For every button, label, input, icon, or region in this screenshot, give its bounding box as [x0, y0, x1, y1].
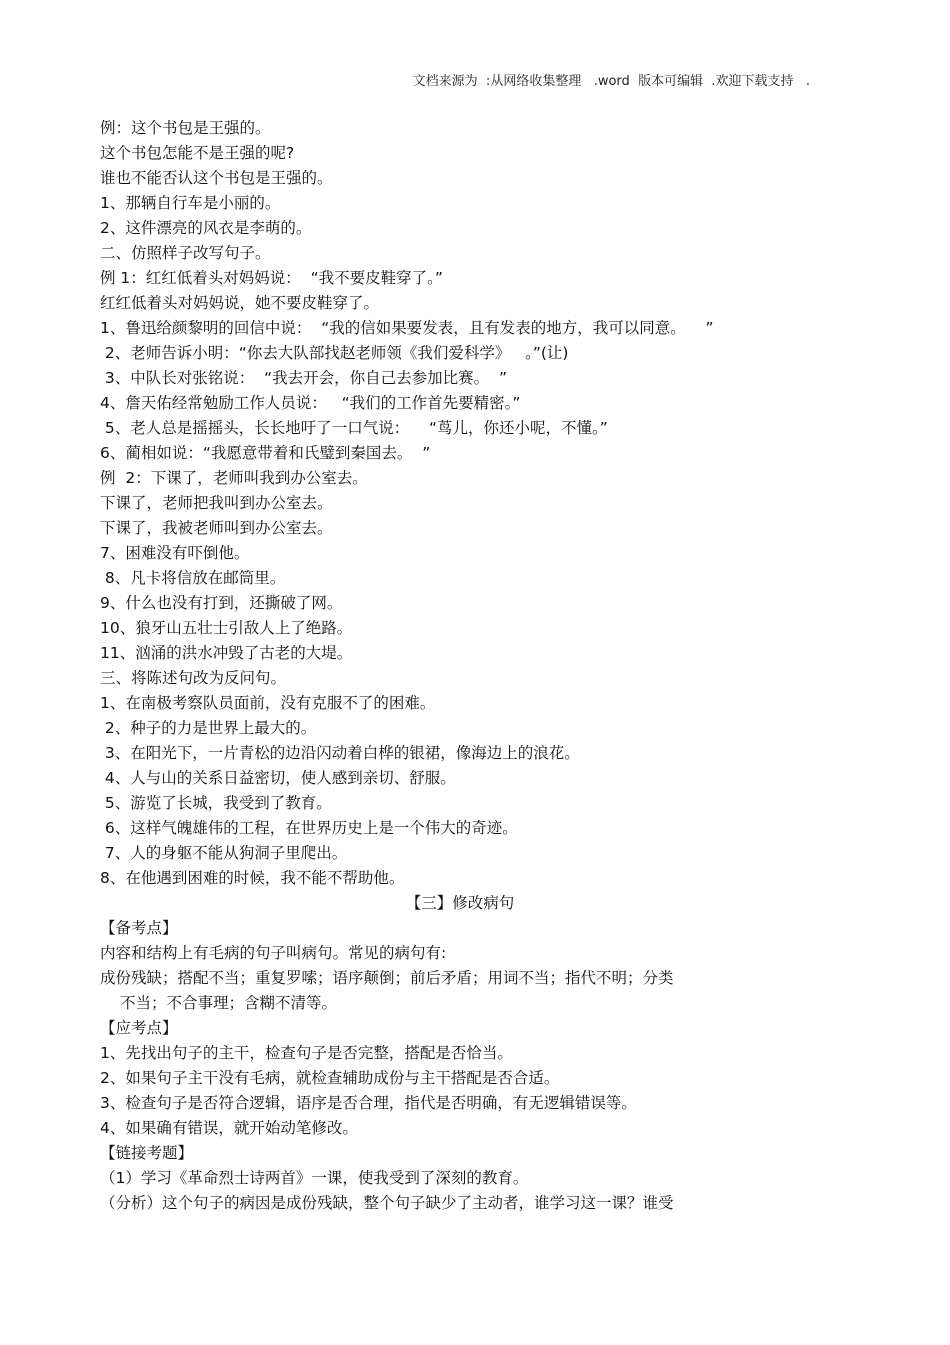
text-line: 10、狼牙山五壮士引敌人上了绝路。 — [100, 619, 353, 637]
text-line: 例 1：红红低着头对妈妈说： “我不要皮鞋穿了。” — [100, 269, 443, 287]
text-line: 9、什么也没有打到，还撕破了网。 — [100, 594, 343, 612]
text-line: 下课了，老师把我叫到办公室去。 — [100, 494, 333, 512]
subsection-heading: 【应考点】 — [100, 1019, 178, 1037]
text-line: 7、人的身躯不能从狗洞子里爬出。 — [100, 844, 348, 862]
text-line: 4、如果确有错误，就开始动笔修改。 — [100, 1119, 358, 1137]
section-title: 【三】修改病句 — [405, 894, 515, 912]
text-line: 2、如果句子主干没有毛病，就检查辅助成份与主干搭配是否合适。 — [100, 1069, 560, 1087]
text-line: （分析）这个句子的病因是成份残缺，整个句子缺少了主动者，谁学习这一课？谁受 — [100, 1194, 674, 1212]
text-line: 7、困难没有吓倒他。 — [100, 544, 250, 562]
section-heading: 二、仿照样子改写句子。 — [100, 244, 271, 262]
text-line: 2、这件漂亮的风衣是李萌的。 — [100, 219, 312, 237]
text-line: 5、老人总是摇摇头，长长地吁了一口气说： “茑儿，你还小呢，不懂。” — [100, 419, 608, 437]
text-line: 11、汹涌的洪水冲毁了古老的大堤。 — [100, 644, 353, 662]
text-line: 例 2：下课了，老师叫我到办公室去。 — [100, 469, 368, 487]
text-line: 成份残缺；搭配不当；重复罗嗦；语序颠倒；前后矛盾；用词不当；指代不明；分类 — [100, 969, 674, 987]
text-line: 6、蔺相如说：“我愿意带着和氏璧到秦国去。 ” — [100, 444, 431, 462]
text-line: 1、鲁迅给颜黎明的回信中说： “我的信如果要发表，且有发表的地方，我可以同意。 ” — [100, 319, 714, 337]
text-line: 5、游览了长城，我受到了教育。 — [100, 794, 332, 812]
subsection-heading: 【链接考题】 — [100, 1144, 194, 1162]
text-line: 4、人与山的关系日益密切，使人感到亲切、舒服。 — [100, 769, 456, 787]
text-line: 3、检查句子是否符合逻辑，语序是否合理，指代是否明确，有无逻辑错误等。 — [100, 1094, 637, 1112]
text-line: 下课了，我被老师叫到办公室去。 — [100, 519, 333, 537]
text-line: 6、这样气魄雄伟的工程，在世界历史上是一个伟大的奇迹。 — [100, 819, 518, 837]
text-line: 不当；不合事理；含糊不清等。 — [120, 994, 338, 1012]
subsection-heading: 【备考点】 — [100, 919, 178, 937]
text-line: 4、詹天佑经常勉励工作人员说： “我们的工作首先要精密。” — [100, 394, 521, 412]
text-line: 3、中队长对张铭说： “我去开会，你自己去参加比赛。 ” — [100, 369, 508, 387]
text-line: 1、在南极考察队员面前，没有克服不了的困难。 — [100, 694, 436, 712]
text-line: 1、那辆自行车是小丽的。 — [100, 194, 281, 212]
text-line: 内容和结构上有毛病的句子叫病句。常见的病句有: — [100, 944, 447, 962]
text-line: 2、种子的力是世界上最大的。 — [100, 719, 317, 737]
text-line: 8、在他遇到困难的时候，我不能不帮助他。 — [100, 869, 405, 887]
text-line: （1）学习《革命烈士诗两首》一课，使我受到了深刻的教育。 — [100, 1169, 529, 1187]
text-line: 8、凡卡将信放在邮筒里。 — [100, 569, 286, 587]
page-header-source-note: 文档来源为 :从网络收集整理 .word 版本可编辑 .欢迎下载支持 . — [412, 74, 810, 89]
text-line: 例：这个书包是王强的。 — [100, 119, 271, 137]
section-heading: 三、将陈述句改为反问句。 — [100, 669, 287, 687]
text-line: 1、先找出句子的主干，检查句子是否完整，搭配是否恰当。 — [100, 1044, 513, 1062]
text-line: 红红低着头对妈妈说，她不要皮鞋穿了。 — [100, 294, 380, 312]
text-line: 谁也不能否认这个书包是王强的。 — [100, 169, 333, 187]
document-body — [100, 116, 820, 1216]
text-line: 这个书包怎能不是王强的呢? — [100, 144, 295, 162]
text-line: 2、老师告诉小明：“你去大队部找赵老师领《我们爱科学》 。”(让) — [100, 344, 569, 362]
text-line: 3、在阳光下，一片青松的边沿闪动着白桦的银裙，像海边上的浪花。 — [100, 744, 580, 762]
